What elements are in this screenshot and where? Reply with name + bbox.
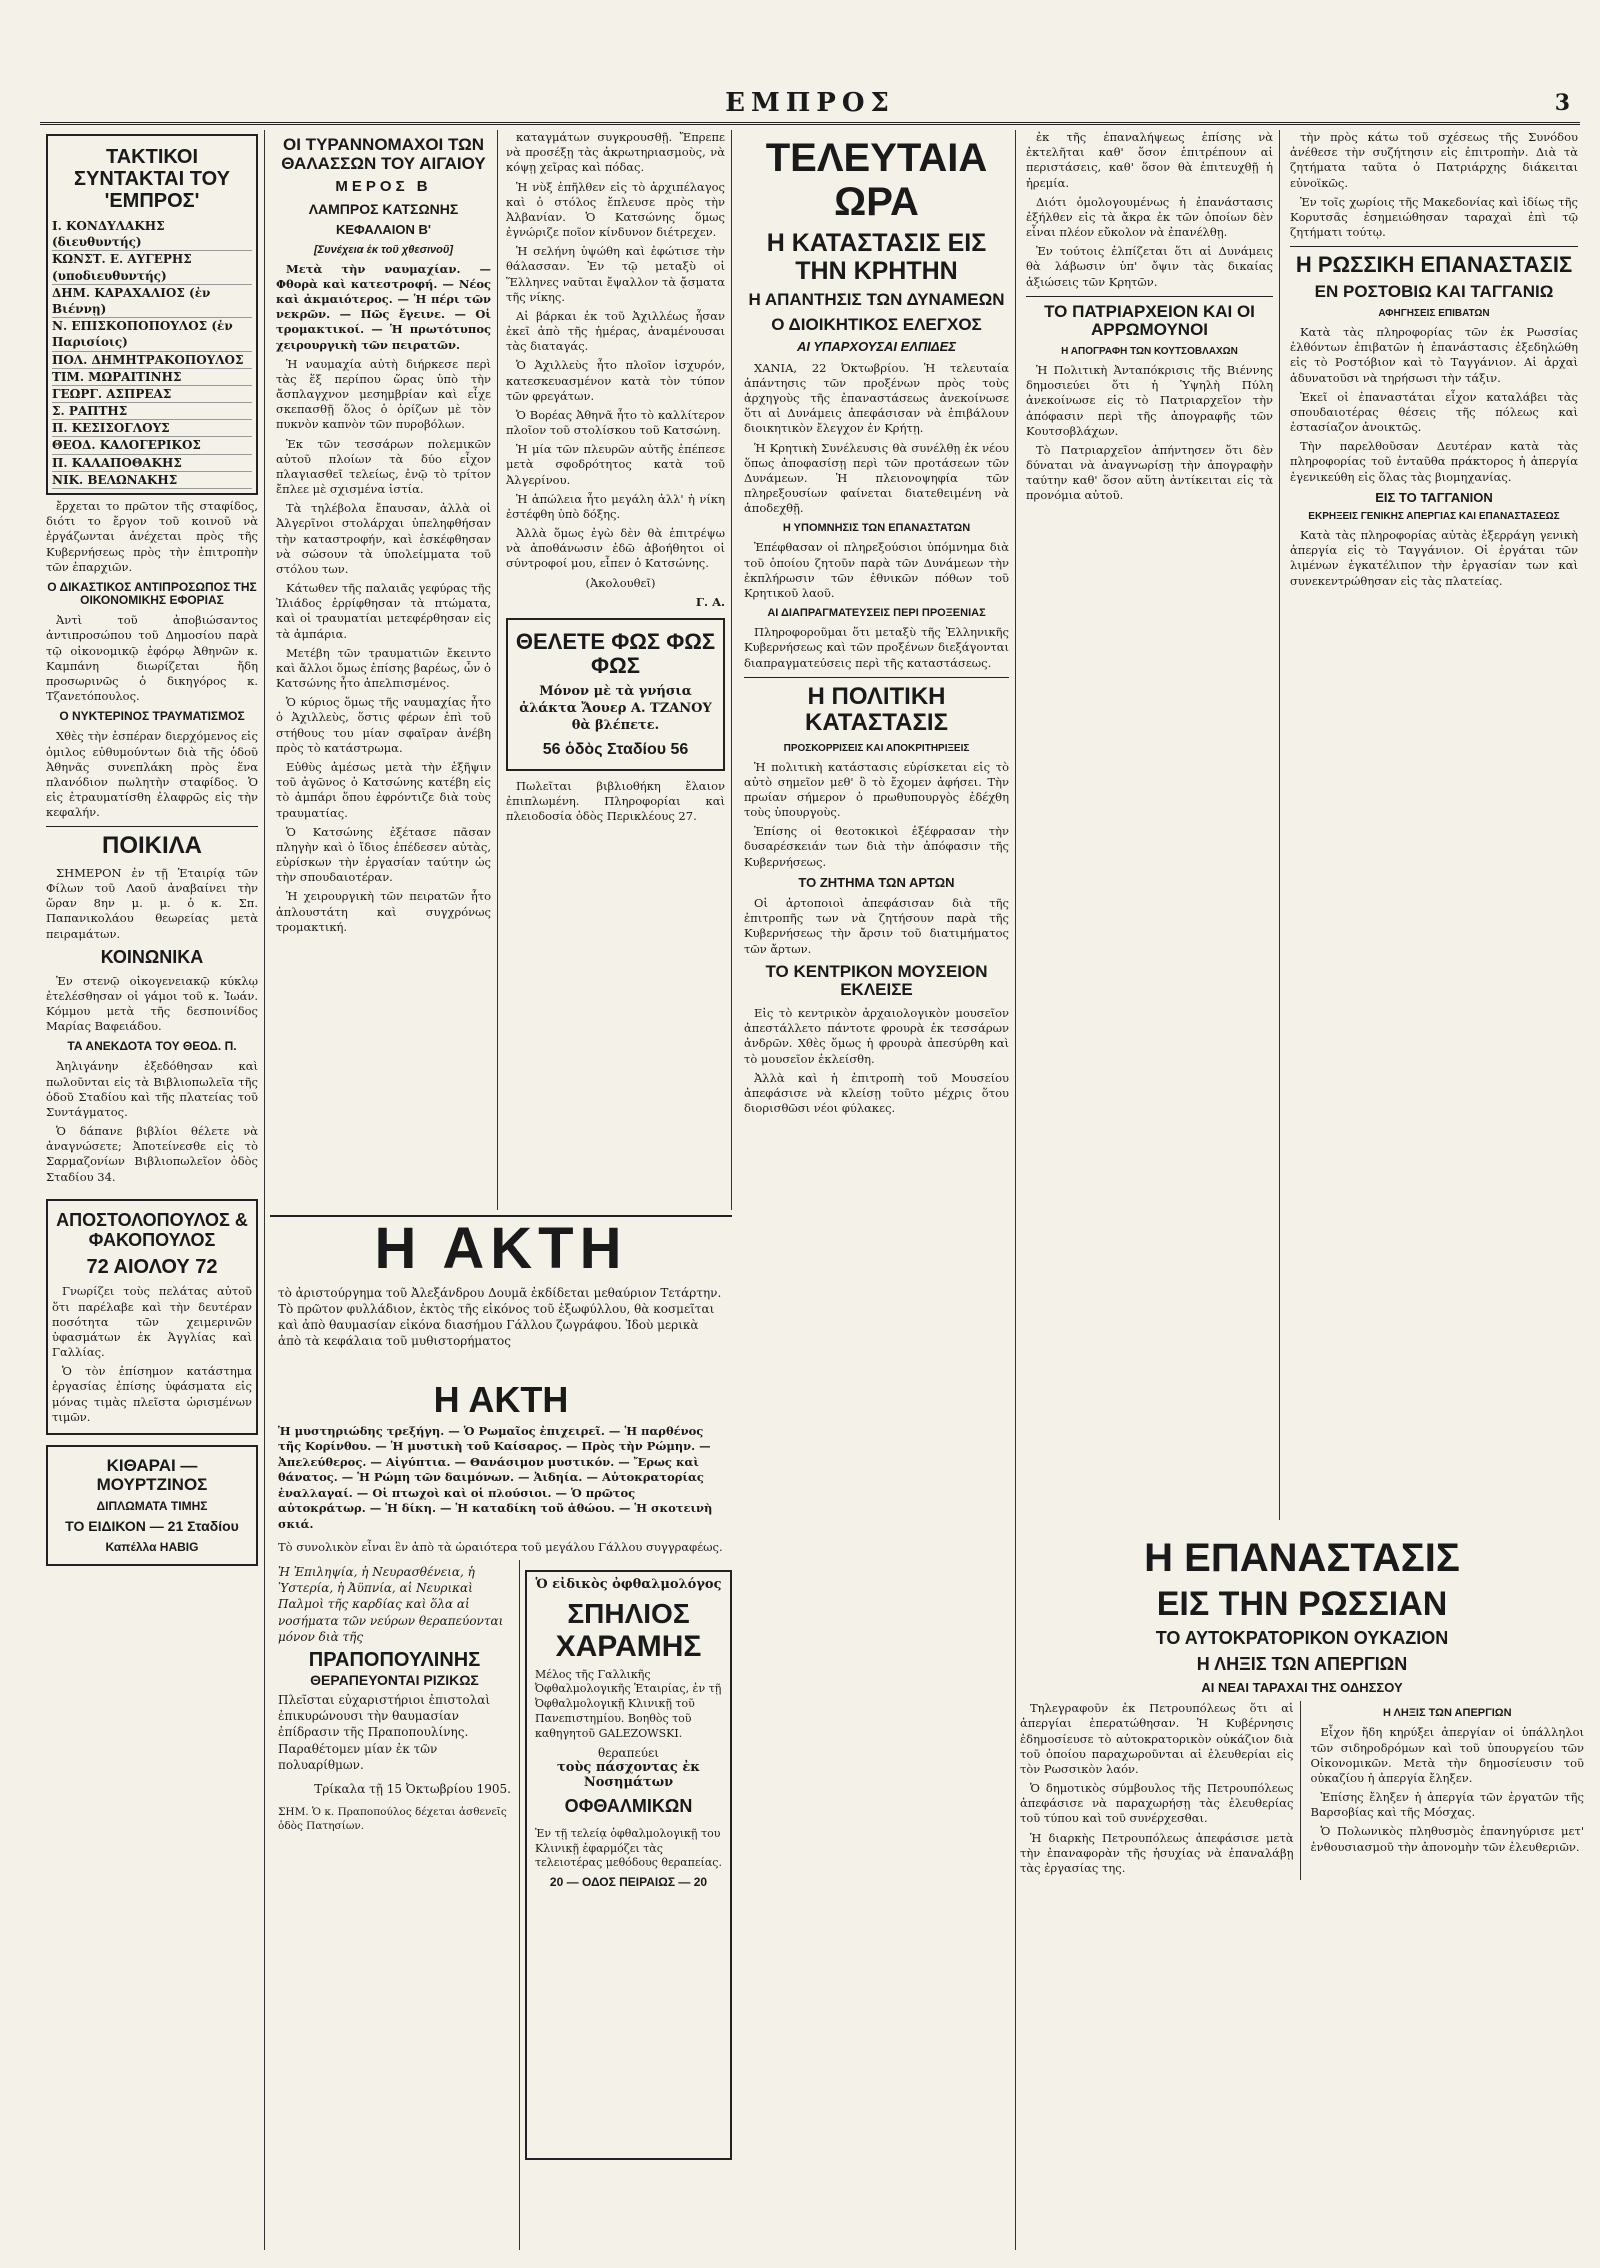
headline: Η ΕΠΑΝΑΣΤΑΣΙΣ [1144,1536,1460,1580]
section-subheading: ΠΡΟΣΚΟΡΡΙΣΕΙΣ ΚΑΙ ΑΠΟΚΡΙΤΗΡΙΞΕΙΣ [783,742,970,754]
article-text: Ἐκ τῶν τεσσάρων πολεμικῶν αὐτοῦ πλοίων τὰ δύο εἶχον πλαγιασθεῖ τελείως, ἐνῷ τὸ τρίτον ἔπλεε μὲ σχισμένα ἱστία. [276,436,491,497]
article-subheading: ΕΚΡΗΞΕΙΣ ΓΕΝΙΚΗΣ ΑΠΕΡΓΙΑΣ ΚΑΙ ΕΠΑΝΑΣΤΑΣΕΩΣ [1308,511,1560,523]
article-heading: Η ΥΠΟΜΝΗΣΙΣ ΤΩΝ ΕΠΑΝΑΣΤΑΤΩΝ [782,522,971,535]
article-heading: Ο ΔΙΚΑΣΤΙΚΟΣ ΑΝΤΙΠΡΟΣΩΠΟΣ ΤΗΣ ΟΙΚΟΝΟΜΙΚΗΣ ΕΦΟΡΙΑΣ [47,579,257,608]
ad-text: Μέλος τῆς Γαλλικῆς Ὀφθαλμολογικῆς Ἑταιρίας, ἐν τῇ Ὀφθαλμολογικῇ Κλινικῇ τοῦ Πανεπιστημίου. Βοηθὸς τοῦ καθηγητοῦ GALEZOWSKI. [535,1667,722,1740]
subheadline: Η ΑΠΑΝΤΗΣΙΣ ΤΩΝ ΔΥΝΑΜΕΩΝ [748,290,1005,309]
ad-address: 56 ὁδὸς Σταδίου 56 [542,741,689,759]
article-text: Διότι ὁμολογουμένως ἡ ἐπανάστασις ἐξήλθεν εἰς τὰ ἄκρα ἐκ τῶν ὁποίων δὲν εἶναι πλέον εὔκολον νὰ ἐπανέλθῃ. [1026,194,1273,240]
subheadline: Ο ΔΙΟΙΚΗΤΙΚΟΣ ΕΛΕΓΧΟΣ [771,314,982,334]
article-text: Ἐκεῖ οἱ ἐπαναστάται εἶχον καταλάβει τὰς σπουδαιοτέρας θέσεις τῆς πόλεως καὶ ἐστασίαζον ἀνοικτῶς. [1290,389,1578,435]
section-heading: Η ΠΟΛΙΤΙΚΗ ΚΑΤΑΣΤΑΣΙΣ [805,682,948,737]
article-heading: ΤΟ ΠΑΤΡΙΑΡΧΕΙΟΝ ΚΑΙ ΟΙ ΑΡΡΩΜΟΥΝΟΙ [1044,301,1255,340]
article-text: Ἡ Κρητικὴ Συνέλευσις θὰ συνέλθῃ ἐκ νέου ὅπως ἀποφασίσῃ περὶ τῶν προτάσεων τῶν Δυνάμεων. Ἡ πλειονοψηφία τῶν πληρεξουσίων φαίνεται διατεθειμένη νὰ ἀποδεχθῇ. [744,440,1009,516]
russia-col-right [1311,1701,1585,1880]
ad-specialty: ΟΦΘΑΛΜΙΚΩΝ [564,1795,693,1816]
column-2 [270,130,498,1210]
article-text: Ἡ ναυμαχία αὐτὴ διήρκεσε περὶ τὰς ἕξ περίπου ὥρας ὑπὸ τὴν ἄσπλαγχνον μεσημβρίαν καὶ εἶχε σκεπασθῇ ὅλος ὁ ὁρίζων μὲ τὸν πυκνὸν καπνὸν τῶν πυροβόλων. [276,356,491,432]
ad-title: ΑΠΟΣΤΟΛΟΠΟΥΛΟΣ & ΦΑΚΟΠΟΥΛΟΣ [56,1209,248,1250]
article-heading: Η ΛΗΞΙΣ ΤΩΝ ΑΠΕΡΓΙΩΝ [1382,1707,1512,1720]
ad-title: Η ΑΚΤΗ [433,1379,569,1420]
section-heading: ΠΟΙΚΙΛΑ [101,832,202,860]
article-text: Ὁ δημοτικὸς σύμβουλος τῆς Πετρουπόλεως ἀπεφάσισε νὰ παραχωρήσῃ τὰς ἐλευθερίας τοῦ τύπου καὶ τοῦ συνέρχεσθαι. [1020,1781,1294,1826]
feuilleton-title: ΟΙ ΤΥΡΑΝΝΟΜΑΧΟΙ ΤΩΝ ΘΑΛΑΣΣΩΝ ΤΟΥ ΑΙΓΑΙΟΥ [281,135,486,173]
article-text: Ὁ δάπανε βιβλίοι θέλετε νὰ ἀναγνώσετε; Ἀποτείνεσθε εἰς τὸ Σαρμαζονίων Βιβλιοπωλεῖον ὁδὸς Σταδίου 34. [46,1124,258,1184]
column-5 [1020,130,1280,1520]
subheadline: ΑΙ ΥΠΑΡΧΟΥΣΑΙ ΕΛΠΙΔΕΣ [796,339,956,355]
ad-light [506,618,725,771]
article-text: Τηλεγραφοῦν ἐκ Πετρουπόλεως ὅτι αἱ ἀπεργίαι ἐπερατώθησαν. Ἡ Κυβέρνησις ἐδημοσίευσε τὸ αὐτοκρατορικὸν οὐκάζιον διὰ τοῦ ὁποίου παραχωροῦνται αἱ ἐλευθερίαι εἰς τὸν Ρωσσικὸν λαόν. [1020,1701,1294,1776]
editor-name: Ι. ΚΟΝΔΥΛΑΚΗΣ (διευθυντής) [52,218,252,251]
article-text: Ἐπίσης ἔληξεν ἡ ἀπεργία τῶν ἐργατῶν τῆς Βαρσοβίας καὶ τῆς Μόσχας. [1310,1790,1584,1820]
ad-subtitle: ΘΕΡΑΠΕΥΟΝΤΑΙ ΡΙΖΙΚΩΣ [310,1671,479,1688]
ad-apostolopoulos [46,1199,258,1435]
article-heading: ΤΑ ΑΝΕΚΔΟΤΑ ΤΟΥ ΘΕΟΔ. Π. [67,1039,237,1054]
ad-kitharai [46,1445,258,1566]
russia-columns [1020,1701,1584,1880]
article-text: Εἰς τὸ κεντρικὸν ἀρχαιολογικὸν μουσεῖον ἀπεστάλλετο πάντοτε φρουρὰ ἐκ τεσσάρων ἀνδρῶν. Χθὲς ὅμως ἡ φρουρὰ ἀπεσύρθη καὶ τὸ μουσεῖον ἐκλείσθη. [744,1006,1009,1066]
ad-text: Τὸ συνολικὸν εἶναι ἓν ἀπὸ τὰ ὡραιότερα τοῦ μεγάλου Γάλλου συγγραφέως. [278,1540,723,1555]
ad-text: Ἡ μυστηριώδης τρεξήγη. — Ὁ Ρωμαῖος ἐπιχειρεῖ. — Ἡ παρθένος τῆς Κορίνθου. — Ἡ μυστικὴ τοῦ Καίσαρος. — Πρὸς τὴν Ρώμην. — Ἀπελεύθερος. — Αἰγύπτια. — Θανάσιμον μυστικόν. — Ἔρως καὶ θάνατος. — Ἡ Ρώμη τῶν δαιμόνων. — Ἀιδηία. — Αὐτοκρατορίας ἐναλλαγαί. — Οἱ πτωχοὶ καὶ οἱ πλούσιοι. — Ὁ πρῶτος αὐτοκράτωρ. — Ἡ δίκη. — Ἡ καταδίκη τοῦ ἀθώου. — Ἡ σκοτεινὴ σκιά. [278,1423,713,1531]
subheadline: ΤΟ ΑΥΤΟΚΡΑΤΟΡΙΚΟΝ ΟΥΚΑΖΙΟΝ [1155,1628,1449,1649]
article-text: Κατὰ τὰς πληροφορίας τῶν ἐκ Ρωσσίας ἐλθόντων ἐπιβατῶν ἡ ἐπανάστασις ἐξεδηλώθη εἰς τὸ Ροστόβιον καὶ τὸ Ταγγάνιον. Αἱ ἀρχαὶ ἀδυνατοῦσι νὰ τηρήσωσι τὴν τάξιν. [1290,325,1578,385]
article-text: Ἀλλὰ καὶ ἡ ἐπιτροπὴ τοῦ Μουσείου ἀπεφάσισε νὰ κλείσῃ τοῦτο μέχρις ὅτου διορισθῶσι νέοι φύλακες. [744,1070,1009,1116]
article-text: Οἱ ἀρτοποιοὶ ἀπεφάσισαν διὰ τῆς ἐπιτροπῆς των νὰ ζητήσουν παρὰ τῆς Κυβερνήσεως τὴν ἄρσιν τοῦ διατιμήματος τῶν ἄρτων. [744,896,1009,956]
article-text: Πληροφοροῦμαι ὅτι μεταξὺ τῆς Ἑλληνικῆς Κυβερνήσεως καὶ τῶν προξένων διεξάγονται διαπραγματεύσεις περὶ τῆς καταστάσεως. [744,625,1009,670]
chapter-summary: Μετὰ τὴν ναυμαχίαν. — Φθορὰ καὶ κατεστροφή. — Νέος καὶ ἀκμαιότερος. — Ἡ πέρι τῶν νεκρῶν. — Πῶς ἔγεινε. — Οἱ τρομακτικοί. — Ἡ πρωτότυπος χειρουργικὴ τῶν πειρατῶν. [276,261,491,352]
article-text: Ἡ μία τῶν πλευρῶν αὐτῆς ἐπέπεσε μετὰ σφοδρότητος κατὰ τοῦ Ἀλγερίνου. [506,442,725,487]
section-heading: Η ΡΩΣΣΙΚΗ ΕΠΑΝΑΣΤΑΣΙΣ [1295,252,1573,278]
article-text: Ἀλλὰ ὅμως ἐγὼ δὲν θὰ ἐπιτρέψω νὰ ἀποθάνωσιν ἐδῶ ἀβοήθητοι οἱ σύντροφοί μου, εἶπεν ὁ Κατσώνης. [506,526,725,571]
ad-title: Η ΑΚΤΗ [374,1216,628,1281]
editor-name: ΓΕΩΡΓ. ΑΣΠΡΕΑΣ [52,386,252,403]
ad-title: ΘΕΛΕΤΕ ΦΩΣ ΦΩΣ ΦΩΣ [515,628,716,679]
ad-text: Μόνον μὲ τὰ γνήσια ἀλάκτα Ἄουερ Α. ΤΖΑΝΟΥ θὰ βλέπετε. [519,684,712,734]
ad-text: Πλεῖσται εὐχαριστήριοι ἐπιστολαὶ ἐπικυρώνουσι τὴν θαυμασίαν ἐπίδρασιν τῆς Πραποπουλίνης. Παραθέτομεν μίαν ἐκ τῶν πολυαρίθμων. [278,1692,491,1772]
ad-text: θεραπεύει [598,1745,659,1760]
signature: Γ. Α. [695,594,725,609]
editor-name: Σ. ΡΑΠΤΗΣ [52,403,252,420]
editor-name: ΔΗΜ. ΚΑΡΑΧΑΛΙΟΣ (ἐν Βιέννῃ) [52,285,252,318]
article-text: Ἡ διαρκὴς Πετρουπόλεως ἀπεφάσισε μετὰ τὴν ἐπαναφορὰν τῆς ἡσυχίας νὰ ἐπαναλάβῃ τὰς ἐργασίας της. [1020,1830,1294,1875]
editor-name: ΘΕΟΔ. ΚΑΛΟΓΕΡΙΚΟΣ [52,437,252,454]
ad-note: ΣΗΜ. Ὁ κ. Πραποπούλος δέχεται ἀσθενεῖς ὁδὸς Πατησίων. [278,1806,507,1833]
section-heading: ΚΟΙΝΩΝΙΚΑ [100,946,204,967]
subheadline: ΑΙ ΝΕΑΙ ΤΑΡΑΧΑΙ ΤΗΣ ΟΔΗΣΣΟΥ [1201,1679,1403,1695]
article-text: ἐκ τῆς ἐπαναλήψεως ἐπίσης νὰ ἐκτελῆται καθ' ὅσον ἐπιτρέπουν αἱ περιστάσεις, καθ' ὅσον θὰ ἐπιτευχθῇ ἡ ἠρεμία. [1026,130,1273,190]
editor-name: Π. ΚΕΣΙΣΟΓΛΟΥΣ [52,420,252,437]
article-text: Τὸ Πατριαρχεῖον ἀπήντησεν ὅτι δὲν δύναται νὰ ἀναγνωρίσῃ τὴν ἀπογραφὴν ταύτην καθ' ὅσον αὕτη ἀντίκειται εἰς τὰ προνόμια αὐτοῦ. [1026,442,1273,503]
divider [744,677,1009,678]
article-text: Τὴν παρελθοῦσαν Δευτέραν κατὰ τὰς πληροφορίας τοῦ ἐνταῦθα πράκτορος ἡ ἀπεργία ἐγενικεύθη εἰς ὅλας τὰς βιομηχανίας. [1290,439,1578,484]
article-text: Εὐθὺς ἀμέσως μετὰ τὴν ἐξῆψιν τοῦ ἀγῶνος ὁ Κατσώνης κατέβη εἰς τὸ ἀμπάρι ὅπου ἐφρόντιζε διὰ τοὺς τραυματίας. [276,759,491,820]
ad-address: ΤΟ ΕΙΔΙΚΟΝ — 21 Σταδίου [65,1518,239,1535]
article-heading: ΕΙΣ ΤΟ ΤΑΓΓΑΝΙΟΝ [1375,489,1493,505]
page-number: 3 [1554,90,1570,116]
article-text: Ἡ σελήνη ὑψώθη καὶ ἐφώτισε τὴν θάλασσαν. Ἐν τῷ μεταξὺ οἱ Ἕλληνες ναῦται ἔψαλλον τὰ ᾄσματα τῆς νίκης. [506,244,725,304]
ad-subtitle: ΔΙΠΛΩΜΑΤΑ ΤΙΜΗΣ [96,1499,208,1514]
ad-akti-1 [270,1215,732,1375]
editor-name: Π. ΚΑΛΑΠΟΘΑΚΗΣ [52,455,252,472]
article-text: Εἶχον ἤδη κηρύξει ἀπεργίαν οἱ ὑπάλληλοι τῶν σιδηροδρόμων καὶ τοῦ ὑπουργείου τῶν Οἰκονομικῶν. Μετὰ τὴν δημοσίευσιν τοῦ οὐκαζίου ἡ ἀπεργία ἔληξεν. [1310,1725,1584,1785]
article-heading: ΑΙ ΔΙΑΠΡΑΓΜΑΤΕΥΣΕΙΣ ΠΕΡΙ ΠΡΟΞΕΝΙΑΣ [767,607,986,620]
classified-ad: Πωλεῖται βιβλιοθήκη ἔλαιον ἐπιπλωμένη. Πληροφορίαι καὶ πλειοδοσία ὁδὸς Περικλέους 27. [506,778,725,823]
ad-text: τοὺς πάσχοντας ἐκ Νοσημάτων [556,1759,701,1790]
hero-heading: ΛΑΜΠΡΟΣ ΚΑΤΣΩΝΗΣ [308,200,459,217]
article-text: καταγμάτων συγκρουσθῇ. Ἔπρεπε νὰ προσέξῃ τὰς ἀκρωτηριασμοὺς, νὰ κόψῃ χεῖρας καὶ πόδας. [506,130,725,175]
section-subheading: ΑΦΗΓΗΣΕΙΣ ΕΠΙΒΑΤΩΝ [1378,308,1490,320]
article-text: Ἡ πολιτικὴ κατάστασις εὑρίσκεται εἰς τὸ αὐτὸ σημεῖον μεθ' ὃ τὸ ἔχομεν ἀφήσει. Τὴν πρωίαν σήμερον ὁ πρωθυπουργὸς ἐδέχθη τοὺς ὑπουργοὺς. [744,759,1009,820]
headline: ΕΙΣ ΤΗΝ ΡΩΣΣΙΑΝ [1156,1585,1448,1623]
article-heading: ΤΟ ΖΗΤΗΜΑ ΤΩΝ ΑΡΤΩΝ [798,874,955,890]
ad-intro: Ἡ Ἐπιληψία, ἡ Νευρασθένεια, ἡ Ὑστερία, ἡ Ἀϋπνία, αἱ Νευρικαὶ Παλμοὶ τῆς καρδίας καὶ ὅλα αἱ νοσήματα τῶν νεύρων θεραπεύονται μόνον διὰ τῆς [278,1565,504,1644]
editor-name: ΠΟΛ. ΔΗΜΗΤΡΑΚΟΠΟΥΛΟΣ [52,352,252,369]
masthead-title: ΕΜΠΡΟΣ [725,88,895,118]
article-text: Κάτωθεν τῆς παλαιᾶς γεφύρας τῆς Ἰλιάδος ἐρρίφθησαν τὰ πτώματα, καὶ οἱ τραυματίαι μετεφέρθησαν εἰς τὰ ἀμπάρια. [276,581,491,641]
column-1 [40,130,265,2250]
divider [46,826,258,827]
article-heading: Ο ΝΥΚΤΕΡΙΝΟΣ ΤΡΑΥΜΑΤΙΣΜΟΣ [59,709,245,724]
russia-col-left [1020,1701,1301,1880]
column-4 [738,130,1016,2250]
ad-prapopoulini [270,1560,520,2250]
ad-text: Γνωρίζει τοὺς πελάτας αὐτοῦ ὅτι παρέλαβε καὶ τὴν δευτέραν ποσότητα τῶν χειμερινῶν ὑφασμάτων ἐκ Ἀγγλίας καὶ Γαλλίας. [52,1284,252,1360]
article-text: Ἡ ἀπώλεια ἦτο μεγάλη ἀλλ' ἡ νίκη ἐστέφθη ὑπὸ δόξης. [506,491,725,521]
ad-text: Ὁ τὸν ἐπίσημον κατάστημα ἐργασίας ἐπίσης ὑφάσματα εἰς μόνας τιμὰς πλεῖστα ὡρισμένων τιμῶν. [52,1364,252,1424]
subheadline: Η ΛΗΞΙΣ ΤΩΝ ΑΠΕΡΓΙΩΝ [1196,1654,1408,1675]
ad-title: ΠΡΑΠΟΠΟΥΛΙΝΗΣ [308,1648,481,1671]
ad-text: τὸ ἀριστούργημα τοῦ Ἀλεξάνδρου Δουμᾶ ἐκδίδεται μεθαύριον Τετάρτην. Τὸ πρῶτον φυλλάδιον, ἐκτὸς τῆς εἰκόνος τοῦ ἐξωφύλλου, θὰ κοσμεῖται καὶ ἀπὸ θαυμασίαν εἰκόνα διασήμου Γάλλου ζωγράφου. Ἰδοὺ μερικὰ ἀπὸ τὰ κεφάλαια τοῦ μυθιστορήματος [278,1285,722,1349]
masthead [40,88,1580,125]
article-text: Ὁ Κατσώνης ἐξέτασε πᾶσαν πληγὴν καὶ ὁ ἴδιος ἐπέδεσεν αὐτὰς, εὑρίσκων τὴν ἐργασίαν ταύτην ὡς τὴν σπουδαιοτέραν. [276,824,491,885]
article-text: Τὰ τηλέβολα ἔπαυσαν, ἀλλὰ οἱ Ἀλγερῖνοι στολάρχαι ὑπεληφθήσαν τὴν καταστροφήν, καὶ ἐσκέφθησαν νὰ σώσουν τὰ ὑπολείμματα τοῦ στόλου των. [276,501,491,576]
article-text: Ὁ κύριος ὅμως τῆς ναυμαχίας ἦτο ὁ Ἀχιλλεὺς, ὅστις φέρων ἐπὶ τοῦ στήθους του μίαν σφαῖραν ἀνέβη πρὸς τὸ κατάστρωμα. [276,695,491,755]
article-text: ΣΗΜΕΡΟΝ ἐν τῇ Ἑταιρίᾳ τῶν Φίλων τοῦ Λαοῦ ἀναβαίνει τὴν ὥραν 8ην μ. μ. ὁ κ. Σπ. Παπανικολάου θεωρείας μετὰ πειραμάτων. [46,865,258,941]
ad-footer: Καπέλλα HABIG [105,1539,199,1554]
article-text: Ἐν τούτοις ἐλπίζεται ὅτι αἱ Δυνάμεις θὰ λάβωσιν ὑπ' ὄψιν τὰς δικαίας ἀξιώσεις τῶν Κρητῶν. [1026,244,1273,289]
editors-box [46,134,258,495]
article-text: Ἀντὶ τοῦ ἀποβιώσαντος ἀντιπροσώπου τοῦ Δημοσίου παρὰ τῷ οἰκονομικῷ ἐφόρῳ Ἀθηνῶν κ. Καμπάνη διωρίζεται ἤδη προσωρινῶς ὁ δικηγόρος κ. Τζανετόπουλος. [46,613,258,704]
continuation-note: [Συνέχεια ἐκ τοῦ χθεσινοῦ] [313,243,454,256]
article-text: τὴν πρὸς κάτω τοῦ σχέσεως τῆς Συνόδου ἀνέθεσε τὴν συζήτησιν εἰς ἐπιτροπὴν. Διὰ τὰ ζητήματα ταῦτα ὁ Πατριάρχης διάκειται εὐνοϊκῶς. [1290,130,1578,190]
continued-note: (Ἀκολουθεῖ) [585,575,656,590]
part-heading: ΜΕΡΟΣ Β [335,178,432,196]
ad-address: 20 — ΟΔΟΣ ΠΕΙΡΑΙΩΣ — 20 [549,1875,708,1890]
article-text: Χθὲς τὴν ἑσπέραν διερχόμενος εἰς ὁμιλος εὐθυμούντων διὰ τῆς ὁδοῦ Ἀθηνᾶς συνεπλάκη πρὸς ἕνα πλανόδιον πωλητὴν σταφίδος. Ὁ εἰς ἐτραυματίσθη ἐλαφρῶς εἰς τὴν κεφαλήν. [46,729,258,820]
chapter-heading: ΚΕΦΑΛΑΙΟΝ Β' [335,222,432,238]
headline: Η ΚΑΤΑΣΤΑΣΙΣ ΕΙΣ ΤΗΝ ΚΡΗΤΗΝ [766,229,987,285]
ad-akti-2 [270,1379,732,1555]
editors-heading: ΤΑΚΤΙΚΟΙ ΣΥΝΤΑΚΤΑΙ ΤΟΥ 'ΕΜΠΡΟΣ' [74,146,230,212]
editor-name: Ν. ΕΠΙΣΚΟΠΟΠΟΥΛΟΣ (ἐν Παρισίοις) [52,318,252,351]
article-text: Ὁ Βορέας Ἀθηνᾶ ἦτο τὸ καλλίτερον πλοῖον τοῦ στολίσκου τοῦ Κατσώνη. [506,407,725,438]
section-subheading: ΕΝ ΡΟΣΤΟΒΙΩ ΚΑΙ ΤΑΓΓΑΝΙΩ [1314,282,1554,302]
article-text: Ἐν στενῷ οἰκογενειακῷ κύκλῳ ἐτελέσθησαν οἱ γάμοι τοῦ κ. Ἰωάν. Κόμμου μετὰ τῆς δεσποινίδος Μαρίας Βαφειάδου. [46,973,258,1034]
article-text: Ἡ νὺξ ἐπῆλθεν εἰς τὸ ἀρχιπέλαγος καὶ ὁ στόλος ἔπλευσε πρὸς τὴν Ἀλβανίαν. Ὁ Κατσώνης ὅμως ἐγνώριζε ποῖον κίνδυνον διέτρεχεν. [506,179,725,240]
divider [1026,296,1273,297]
article-text: Ἡ Πολιτικὴ Ἀνταπόκρισις τῆς Βιέννης δημοσιεύει ὅτι ἡ Ὑψηλὴ Πύλη ἀνεκοίνωσε εἰς τὸ Πατριαρχεῖον τὴν ἀπόφασιν περὶ τῆς ἀπογραφῆς τῶν Κουτσοβλάχων. [1026,363,1273,438]
article-text: Ἡ χειρουργικὴ τῶν πειρατῶν ἦτο ἀπλουστάτη καὶ συγχρόνως τρομακτική. [276,889,491,934]
editors-list [52,218,252,489]
article-text: Κατὰ τὰς πληροφορίας αὐτὰς ἐξερράγη γενικὴ ἀπεργία εἰς τὸ Ταγγάνιον. Οἱ ἐργάται τῶν λιμένων ἐγκατέλιπον τὴν ἐργασίαν των καὶ συνεκεντρώθησαν εἰς τὰς πλατείας. [1290,528,1578,588]
ad-name: ΣΠΗΛΙΟΣ [567,1597,690,1629]
russia-article [1020,1530,1584,2250]
ad-text: Ἐν τῇ τελείᾳ ὀφθαλμολογικῇ του Κλινικῇ ἐφαρμόζει τὰς τελειοτέρας μεθόδους θεραπείας. [535,1826,722,1870]
editor-name: ΝΙΚ. ΒΕΛΩΝΑΚΗΣ [52,472,252,489]
editor-name: ΚΩΝΣΤ. Ε. ΑΥΓΕΡΗΣ (υποδιευθυντής) [52,251,252,284]
ad-date: Τρίκαλα τῇ 15 Ὀκτωβρίου 1905. [314,1781,511,1796]
column-3 [500,130,732,1210]
ad-title: ΚΙΘΑΡΑΙ — ΜΟΥΡΤΖΙΝΟΣ [96,1455,208,1494]
article-text: Ἐπέφθασαν οἱ πληρεξούσιοι ὑπόμνημα διὰ τοῦ ὁποίου ζητοῦν παρὰ τῶν Δυνάμεων τὴν ἐκπλήρωσιν τῶν ἐθνικῶν πόθων τοῦ Κρητικοῦ λαοῦ. [744,540,1009,600]
article-text: Μετέβη τῶν τραυματιῶν ἔκειντο καὶ ἄλλοι ὅμως ἐπίσης βαρέως, ὧν ὁ Κατσώνης ἦτο ἀπελπισμένος. [276,645,491,691]
ad-address: 72 ΑΙΟΛΟΥ 72 [86,1256,218,1279]
article-heading: ΤΟ ΚΕΝΤΡΙΚΟΝ ΜΟΥΣΕΙΟΝ ΕΚΛΕΙΣΕ [765,961,988,1000]
article-text: Ἀηλιγάνην ἐξεδόθησαν καὶ πωλοῦνται εἰς τὰ Βιβλιοπωλεῖα τῆς ὁδοῦ Σταδίου καὶ τῆς πλατείας τοῦ Συντάγματος. [46,1059,258,1119]
article-text: ἔρχεται το πρῶτον τῆς σταφίδος, διότι το ἔργον τοῦ κοινοῦ νὰ ἐργάζωνται ἀνέχεται πρὸς τῆς Κυβερνήσεως πρὸς τὴν ἐπιτροπὴν τῶν ἐπαρχιῶν. [46,499,258,574]
editor-name: ΤΙΜ. ΜΩΡΑΙΤΙΝΗΣ [52,369,252,386]
article-text: Ἐπίσης οἱ θεοτοκικοὶ ἐξέφρασαν τὴν δυσαρέσκειάν των διὰ τὴν ἀπόφασιν τῆς Κυβερνήσεως. [744,824,1009,869]
article-subheading: Η ΑΠΟΓΡΑΦΗ ΤΩΝ ΚΟΥΤΣΟΒΛΑΧΩΝ [1061,346,1238,358]
ad-intro: Ὁ εἰδικὸς ὀφθαλμολόγος [535,1577,722,1592]
article-text: Ὁ Πολωνικὸς πληθυσμὸς ἐπανηγύρισε μετ' ἐνθουσιασμοῦ τὴν ἀπονομὴν τῶν ἐλευθεριῶν. [1310,1824,1584,1854]
article-text: ΧΑΝΙΑ, 22 Ὀκτωβρίου. Ἡ τελευταία ἀπάντησις τῶν προξένων πρὸς τοὺς ἀρχηγοὺς τῆς ἐπαναστάσεως ἀνεκοίνωσε ὅτι αἱ Δυνάμεις ἀπεφάσισαν νὰ ἐπιβάλουν διοικητικὸν ἔλεγχον ἐν Κρήτῃ. [744,360,1009,436]
ad-spileos-charamis [525,1570,732,2160]
article-text: Ἐν τοῖς χωρίοις τῆς Μακεδονίας καὶ ἰδίως τῆς Κορυτσᾶς ἐσημειώθησαν ταραχαὶ ἐπὶ τῷ ζητήματι τούτῳ. [1290,194,1578,240]
divider [1290,246,1578,247]
ad-name: ΧΑΡΑΜΗΣ [555,1629,702,1663]
main-headline: ΤΕΛΕΥΤΑΙΑ ΩΡΑ [765,136,988,224]
article-text: Αἱ βάρκαι ἐκ τοῦ Ἀχιλλέως ἦσαν ἐκεῖ ἀπὸ τῆς ἡμέρας, ἀναμένουσαι τὰς διαταγάς. [506,308,725,354]
article-text: Ὁ Ἀχιλλεὺς ἦτο πλοῖον ἰσχυρόν, κατεσκευασμένον κατὰ τὸν τύπον τῶν φρεγάτων. [506,358,725,403]
column-6 [1284,130,1584,1520]
